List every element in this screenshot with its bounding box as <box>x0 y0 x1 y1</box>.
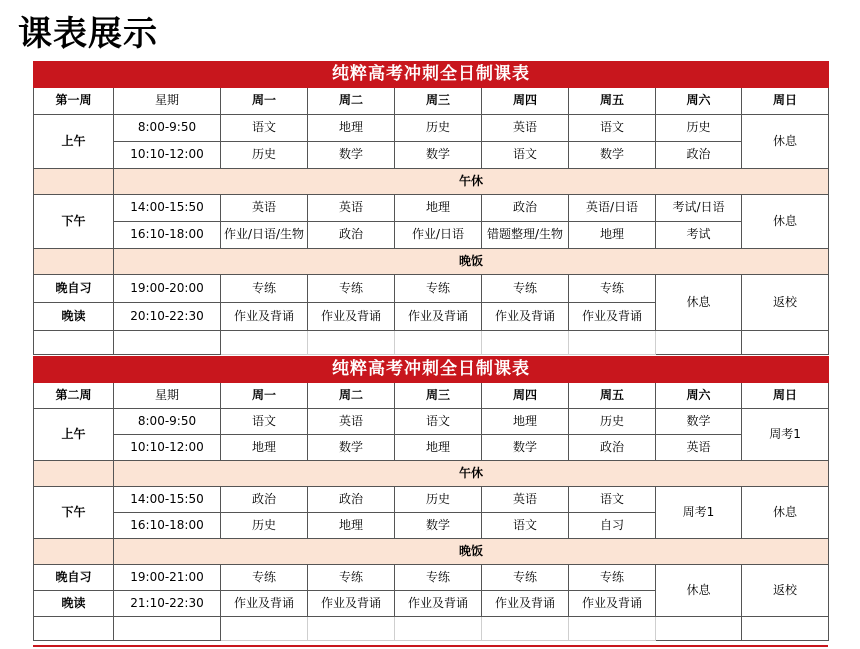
time-slot: 10:10-12:00 <box>114 435 221 461</box>
class-cell: 作业/日语/生物 <box>221 222 308 249</box>
class-cell: 专练 <box>221 565 308 591</box>
class-cell: 作业及背诵 <box>569 591 656 617</box>
day-header: 周五 <box>569 88 656 115</box>
class-cell: 专练 <box>482 275 569 303</box>
band-spacer <box>34 539 114 565</box>
week-label: 第一周 <box>34 88 114 115</box>
empty-cell <box>656 331 742 355</box>
time-slot: 19:00-21:00 <box>114 565 221 591</box>
class-cell: 政治 <box>569 435 656 461</box>
schedule-table-week-2 <box>33 356 829 641</box>
class-cell: 数学 <box>482 435 569 461</box>
time-slot: 14:00-15:50 <box>114 487 221 513</box>
sunday-cell: 返校 <box>742 565 829 617</box>
class-cell: 作业及背诵 <box>221 591 308 617</box>
session-label-afternoon: 下午 <box>34 487 114 539</box>
class-cell: 自习 <box>569 513 656 539</box>
band-spacer <box>34 249 114 275</box>
class-cell: 作业/日语 <box>395 222 482 249</box>
band-spacer <box>34 461 114 487</box>
session-label-morning: 上午 <box>34 409 114 461</box>
period-header: 星期 <box>114 383 221 409</box>
class-cell: 语文 <box>482 142 569 169</box>
class-cell: 地理 <box>482 409 569 435</box>
day-header: 周三 <box>395 88 482 115</box>
time-slot: 20:10-22:30 <box>114 303 221 331</box>
saturday-cell: 休息 <box>656 565 742 617</box>
class-cell: 历史 <box>395 487 482 513</box>
day-header: 周二 <box>308 88 395 115</box>
class-cell: 地理 <box>395 435 482 461</box>
time-slot: 16:10-18:00 <box>114 222 221 249</box>
session-label-morning: 上午 <box>34 115 114 169</box>
class-cell: 作业及背诵 <box>395 303 482 331</box>
class-cell: 专练 <box>569 565 656 591</box>
class-cell: 英语 <box>482 487 569 513</box>
class-cell: 地理 <box>569 222 656 249</box>
empty-cell <box>34 331 114 355</box>
class-cell: 历史 <box>395 115 482 142</box>
day-header: 周六 <box>656 88 742 115</box>
class-cell: 数学 <box>569 142 656 169</box>
class-cell: 数学 <box>308 435 395 461</box>
sunday-cell: 休息 <box>742 115 829 169</box>
class-cell: 语文 <box>221 409 308 435</box>
class-cell: 数学 <box>395 513 482 539</box>
class-cell: 语文 <box>569 487 656 513</box>
class-cell: 政治 <box>308 487 395 513</box>
class-cell: 作业及背诵 <box>569 303 656 331</box>
class-cell: 政治 <box>221 487 308 513</box>
class-cell: 作业及背诵 <box>308 303 395 331</box>
class-cell: 历史 <box>656 115 742 142</box>
empty-cell <box>742 617 829 641</box>
class-cell: 考试/日语 <box>656 195 742 222</box>
class-cell: 地理 <box>308 513 395 539</box>
class-cell: 历史 <box>221 513 308 539</box>
class-cell: 专练 <box>395 275 482 303</box>
class-cell: 语文 <box>569 115 656 142</box>
empty-cell <box>395 331 482 355</box>
bottom-divider <box>33 645 828 647</box>
class-cell: 错题整理/生物 <box>482 222 569 249</box>
empty-cell <box>395 617 482 641</box>
class-cell: 政治 <box>308 222 395 249</box>
class-cell: 专练 <box>308 275 395 303</box>
class-cell: 英语 <box>221 195 308 222</box>
day-header: 周日 <box>742 383 829 409</box>
session-label-evening-study: 晚自习 <box>34 565 114 591</box>
empty-cell <box>569 331 656 355</box>
class-cell: 语文 <box>221 115 308 142</box>
class-cell: 英语 <box>308 195 395 222</box>
class-cell: 考试 <box>656 222 742 249</box>
time-slot: 19:00-20:00 <box>114 275 221 303</box>
empty-cell <box>34 617 114 641</box>
session-label-evening-study: 晚自习 <box>34 275 114 303</box>
class-cell: 地理 <box>221 435 308 461</box>
sunday-cell: 周考1 <box>742 409 829 461</box>
empty-cell <box>114 617 221 641</box>
band-spacer <box>34 169 114 195</box>
class-cell: 英语 <box>308 409 395 435</box>
class-cell: 历史 <box>221 142 308 169</box>
class-cell: 作业及背诵 <box>221 303 308 331</box>
empty-cell <box>569 617 656 641</box>
empty-cell <box>742 331 829 355</box>
sunday-cell: 休息 <box>742 487 829 539</box>
dinner-break-band: 晚饭 <box>114 249 829 275</box>
class-cell: 专练 <box>308 565 395 591</box>
week-label: 第二周 <box>34 383 114 409</box>
empty-cell <box>482 617 569 641</box>
class-cell: 英语 <box>656 435 742 461</box>
day-header: 周一 <box>221 383 308 409</box>
sunday-cell: 休息 <box>742 195 829 249</box>
class-cell: 数学 <box>308 142 395 169</box>
class-cell: 数学 <box>395 142 482 169</box>
time-slot: 8:00-9:50 <box>114 115 221 142</box>
class-cell: 专练 <box>221 275 308 303</box>
day-header: 周四 <box>482 383 569 409</box>
page-title: 课表展示 <box>18 14 158 54</box>
dinner-break-band: 晚饭 <box>114 539 829 565</box>
time-slot: 8:00-9:50 <box>114 409 221 435</box>
class-cell: 英语/日语 <box>569 195 656 222</box>
class-cell: 数学 <box>656 409 742 435</box>
time-slot: 16:10-18:00 <box>114 513 221 539</box>
empty-cell <box>221 331 308 355</box>
day-header: 周日 <box>742 88 829 115</box>
empty-cell <box>656 617 742 641</box>
class-cell: 作业及背诵 <box>395 591 482 617</box>
class-cell: 作业及背诵 <box>482 303 569 331</box>
empty-cell <box>221 617 308 641</box>
class-cell: 地理 <box>308 115 395 142</box>
period-header: 星期 <box>114 88 221 115</box>
empty-cell <box>308 617 395 641</box>
noon-break-band: 午休 <box>114 169 829 195</box>
class-cell: 英语 <box>482 115 569 142</box>
empty-cell <box>482 331 569 355</box>
day-header: 周三 <box>395 383 482 409</box>
empty-cell <box>308 331 395 355</box>
class-cell: 历史 <box>569 409 656 435</box>
class-cell: 专练 <box>395 565 482 591</box>
schedule-table-week-1 <box>33 61 829 355</box>
empty-cell <box>114 331 221 355</box>
class-cell: 作业及背诵 <box>308 591 395 617</box>
class-cell: 政治 <box>656 142 742 169</box>
class-cell: 专练 <box>569 275 656 303</box>
day-header: 周六 <box>656 383 742 409</box>
class-cell: 地理 <box>395 195 482 222</box>
saturday-cell: 休息 <box>656 275 742 331</box>
day-header: 周一 <box>221 88 308 115</box>
time-slot: 21:10-22:30 <box>114 591 221 617</box>
time-slot: 14:00-15:50 <box>114 195 221 222</box>
session-label-evening-reading: 晚读 <box>34 591 114 617</box>
time-slot: 10:10-12:00 <box>114 142 221 169</box>
schedule-banner: 纯粹高考冲刺全日制课表 <box>34 62 829 88</box>
sunday-cell: 返校 <box>742 275 829 331</box>
class-cell: 专练 <box>482 565 569 591</box>
day-header: 周二 <box>308 383 395 409</box>
class-cell: 政治 <box>482 195 569 222</box>
class-cell: 作业及背诵 <box>482 591 569 617</box>
day-header: 周四 <box>482 88 569 115</box>
day-header: 周五 <box>569 383 656 409</box>
session-label-afternoon: 下午 <box>34 195 114 249</box>
class-cell: 语文 <box>482 513 569 539</box>
class-cell: 语文 <box>395 409 482 435</box>
schedule-banner: 纯粹高考冲刺全日制课表 <box>34 357 829 383</box>
noon-break-band: 午休 <box>114 461 829 487</box>
session-label-evening-reading: 晚读 <box>34 303 114 331</box>
saturday-cell: 周考1 <box>656 487 742 539</box>
